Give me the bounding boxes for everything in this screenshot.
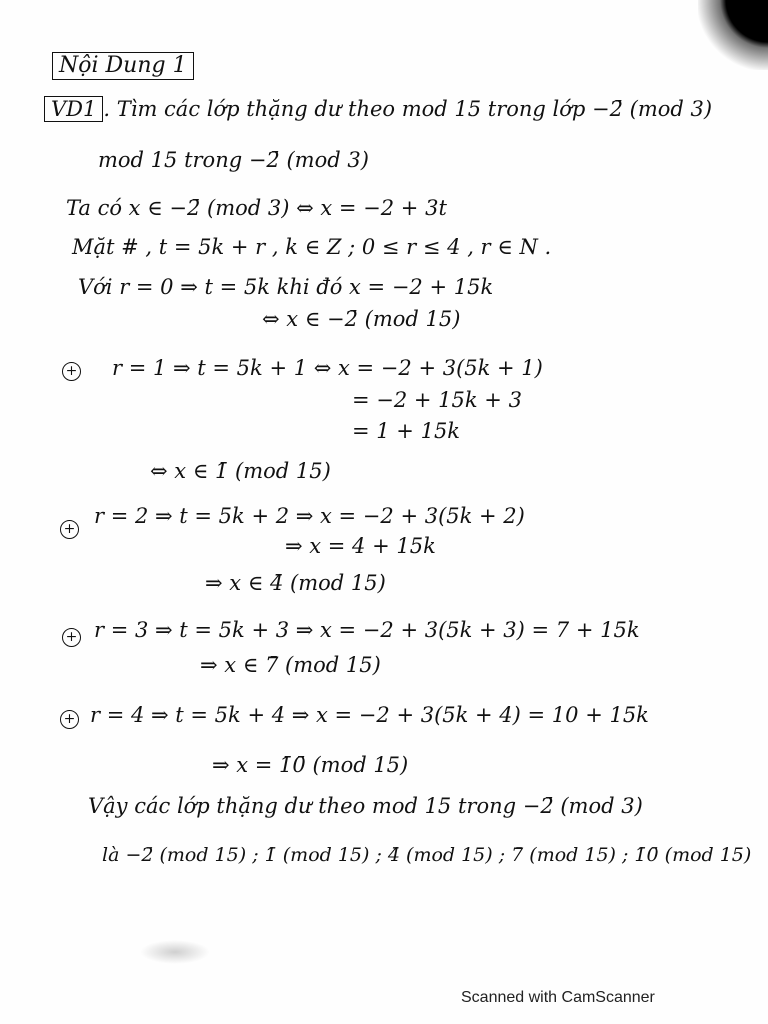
text-line: ⇔ x ∈ 1̄ (mod 15) [150,459,331,483]
text-line: r = 3 ⇒ t = 5k + 3 ⇒ x = −2 + 3(5k + 3) = 7 + 15k [94,618,640,642]
page-corner-shadow [698,0,768,70]
example-label: VD1 [44,96,103,122]
example-title-text: . Tìm các lớp thặng dư theo mod 15 trong lớp −2̄ (mod 3) [103,97,713,121]
circled-plus-icon: + [60,710,79,729]
heading-box: Nội Dung 1 [52,52,194,80]
text-line: r = 2 ⇒ t = 5k + 2 ⇒ x = −2 + 3(5k + 2) [94,504,525,528]
text-line: Mặt # , t = 5k + r , k ∈ Z ; 0 ≤ r ≤ 4 , r ∈ N . [72,235,552,259]
circled-plus-icon: + [62,362,81,381]
text-line: ⇔ x ∈ −2̄ (mod 15) [262,307,461,331]
text-line: r = 1 ⇒ t = 5k + 1 ⇔ x = −2 + 3(5k + 1) [112,356,543,380]
text-line: mod 15 trong −2̄ (mod 3) [98,148,369,172]
text-line: r = 4 ⇒ t = 5k + 4 ⇒ x = −2 + 3(5k + 4) = 10 + 15k [90,703,649,727]
text-line: ⇒ x ∈ 7̄ (mod 15) [200,653,381,677]
text-line: Ta có x ∈ −2̄ (mod 3) ⇔ x = −2 + 3t [66,196,447,220]
text-line: = 1 + 15k [352,419,461,443]
scanner-watermark: Scanned with CamScanner [461,989,655,1006]
circled-plus-icon: + [62,628,81,647]
text-line: Vậy các lớp thặng dư theo mod 15 trong −2̄ (mod 3) [88,794,643,818]
text-line: ⇒ x = 1̄0̄ (mod 15) [212,753,409,777]
text-line: Với r = 0 ⇒ t = 5k khi đó x = −2 + 15k [78,275,494,299]
example-title [44,96,712,122]
text-line: ⇒ x = 4 + 15k [285,534,436,558]
text-line: = −2 + 15k + 3 [352,388,522,412]
text-line: là −2̄ (mod 15) ; 1̄ (mod 15) ; 4̄ (mod 15) ; 7̄ (mod 15) ; 1̄0̄ (mod 15) [102,844,752,866]
circled-plus-icon: + [60,520,79,539]
scan-smudge [140,940,210,964]
text-line: ⇒ x ∈ 4̄ (mod 15) [205,571,386,595]
